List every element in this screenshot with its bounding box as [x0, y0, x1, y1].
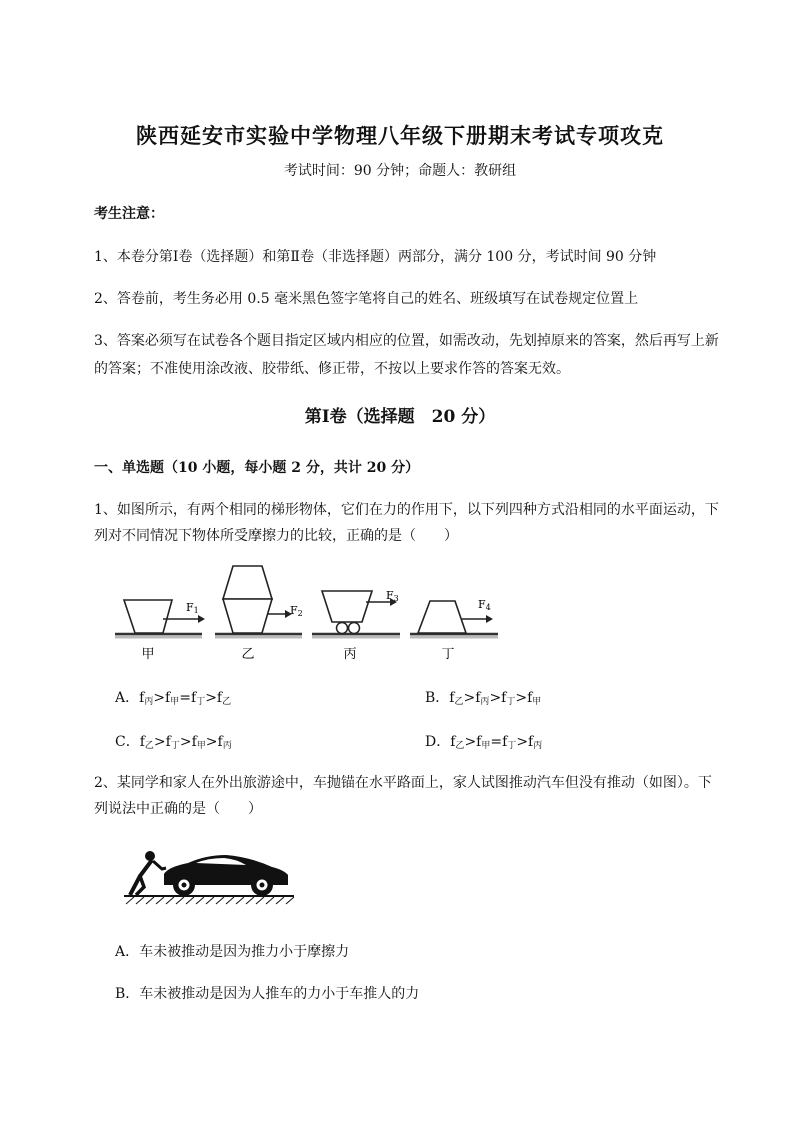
force-label-3: F3: [386, 589, 399, 603]
exam-info: 考试时间：90 分钟；命题人：教研组: [283, 163, 517, 179]
notice-heading: 考生注意：: [94, 206, 164, 222]
figure-label-ding: 丁: [441, 647, 455, 662]
person-figure: [130, 851, 166, 895]
car-push-figure: [122, 843, 297, 905]
force-label-4: F4: [478, 598, 491, 612]
figure-bing: [312, 589, 400, 662]
figure-yi: [215, 566, 303, 662]
figure-jia: [115, 600, 205, 662]
figure-label-yi: 乙: [241, 647, 255, 662]
figure-ding: [410, 598, 498, 662]
notice-item-2: 2、答卷前，考生务必用 0.5 毫米黑色签字笔将自己的姓名、班级填写在试卷规定位置上: [94, 291, 639, 307]
question-1-figure: [100, 556, 520, 666]
q2-option-b[interactable]: B．车未被推动是因为人推车的力小于车推人的力: [115, 986, 420, 1002]
question-2-line2: 列说法中正确的是（ ）: [94, 801, 262, 817]
q1-option-a[interactable]: A．$f_丙>f_甲=f_丁>f_乙$: [115, 690, 232, 707]
question-2-line1: 2、某同学和家人在外出旅游途中，车抛锚在水平路面上，家人试图推动汽车但没有推动（如图）。下: [94, 775, 712, 791]
q1-option-c[interactable]: C．$f_乙>f_丁>f_甲>f_丙$: [115, 734, 232, 751]
figure-label-jia: 甲: [141, 647, 155, 662]
question-1-line1: 1、如图所示，有两个相同的梯形物体，它们在力的作用下，以下列四种方式沿相同的水平面运动，下: [94, 502, 719, 518]
q1-option-b[interactable]: B．$f_乙>f_丙>f_丁>f_甲$: [425, 690, 542, 707]
force-label-1: F1: [186, 601, 199, 615]
q2-option-a[interactable]: A．车未被推动是因为推力小于摩擦力: [115, 944, 350, 960]
q1-option-d[interactable]: D．$f_乙>f_甲=f_丁>f_丙$: [425, 734, 543, 751]
notice-item-1: 1、本卷分第Ⅰ卷（选择题）和第Ⅱ卷（非选择题）两部分，满分 100 分，考试时间 90 分钟: [94, 249, 657, 265]
notice-item-3-line2: 的答案；不准使用涂改液、胶带纸、修正带，不按以上要求作答的答案无效。: [94, 361, 570, 377]
question-1-line2: 列对不同情况下物体所受摩擦力的比较，正确的是（ ）: [94, 528, 458, 544]
section-title: 第Ⅰ卷（选择题 20 分）: [304, 407, 496, 427]
part-heading: 一、单选题（10 小题，每小题 2 分，共计 20 分）: [94, 460, 420, 476]
force-label-2: F2: [290, 604, 303, 618]
car-figure: [164, 855, 288, 896]
page-title: 陕西延安市实验中学物理八年级下册期末考试专项攻克: [136, 123, 664, 148]
figure-label-bing: 丙: [343, 647, 357, 662]
notice-item-3-line1: 3、答案必须写在试卷各个题目指定区域内相应的位置，如需改动，先划掉原来的答案，然后再写上新: [94, 333, 719, 349]
